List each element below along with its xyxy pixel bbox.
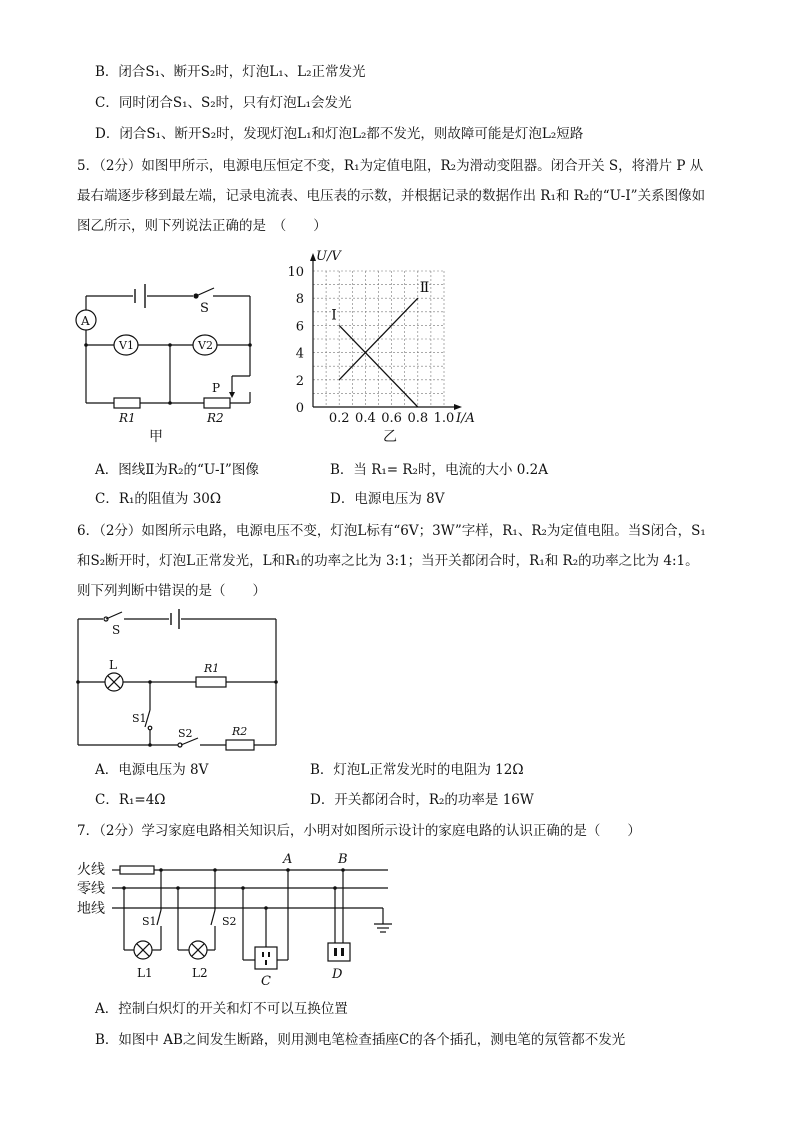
q6-option-d: D．开关都闭合时，R₂的功率是 16W bbox=[310, 792, 534, 808]
q7-s1-label: S1 bbox=[142, 915, 157, 928]
q5-stem-line1: 5．（2分）如图甲所示，电源电压恒定不变，R₁为定值电阻，R₂为滑动变阻器。闭合开关 S，将滑片 P 从 bbox=[77, 158, 704, 174]
point-a-label: A bbox=[283, 852, 293, 867]
q6-s2-label: S2 bbox=[178, 727, 193, 740]
live-wire-label: 火线 bbox=[77, 862, 105, 878]
q5-stem-line3: 图乙所示，则下列说法正确的是 （ ） bbox=[77, 218, 327, 234]
ammeter-label: A bbox=[81, 314, 90, 328]
neutral-wire-label: 零线 bbox=[77, 881, 105, 897]
socket-d-label: D bbox=[332, 967, 343, 982]
q7-option-b: B．如图中 AB之间发生断路，则用测电笔检查插座C的各个插孔，测电笔的氖管都不发光 bbox=[95, 1032, 626, 1048]
q5-option-a: A．图线Ⅱ为R₂的“U-I”图像 bbox=[95, 462, 259, 478]
x-tick-label: 0.8 bbox=[407, 411, 429, 426]
y-tick-label: 6 bbox=[295, 319, 304, 335]
socket-c-label: C bbox=[261, 974, 271, 989]
l2-label: L2 bbox=[192, 966, 208, 980]
l1-label: L1 bbox=[137, 966, 153, 980]
q6-option-c: C．R₁=4Ω bbox=[95, 792, 166, 808]
q5-option-d: D．电源电压为 8V bbox=[330, 491, 445, 507]
q5-stem-line2: 最右端逐步移到最左端，记录电流表、电压表的示数，并根据记录的数据作出 R₁和 R₂的“U-I”关系图像如 bbox=[77, 188, 706, 204]
q4-option-b: B．闭合S₁、断开S₂时，灯泡L₁、L₂正常发光 bbox=[95, 64, 366, 80]
voltmeter1-label: V1 bbox=[119, 339, 134, 352]
q4-option-d: D．闭合S₁、断开S₂时，发现灯泡L₁和灯泡L₂都不发光，则故障可能是灯泡L₂短路 bbox=[95, 126, 584, 142]
q6-r2-label: R2 bbox=[232, 725, 248, 738]
x-tick-label: 1.0 bbox=[433, 411, 455, 426]
q6-switch-s-label: S bbox=[112, 623, 121, 637]
diagram-caption-yi: 乙 bbox=[383, 429, 397, 445]
q7-s2-label: S2 bbox=[222, 915, 237, 928]
x-tick-label: 0.6 bbox=[381, 411, 402, 426]
y-tick-label: 4 bbox=[295, 346, 304, 362]
slider-p-label: P bbox=[212, 381, 221, 395]
diagram-caption-jia: 甲 bbox=[149, 429, 163, 445]
r2-label: R2 bbox=[207, 411, 224, 425]
x-tick-label: 0.2 bbox=[328, 411, 350, 426]
y-tick-label: 8 bbox=[295, 292, 304, 308]
point-b-label: B bbox=[338, 852, 348, 867]
y-tick-label: 0 bbox=[295, 401, 304, 416]
q6-r1-label: R1 bbox=[204, 662, 220, 675]
q5-option-b: B．当 R₁= R₂时，电流的大小 0.2A bbox=[330, 462, 548, 478]
r1-label: R1 bbox=[119, 411, 136, 425]
q6-option-a: A．电源电压为 8V bbox=[95, 762, 209, 778]
y-tick-label: 2 bbox=[295, 373, 304, 389]
q4-option-c: C．同时闭合S₁、S₂时，只有灯泡L₁会发光 bbox=[95, 95, 352, 111]
ground-wire-label: 地线 bbox=[77, 901, 105, 917]
lamp-l-label: L bbox=[109, 658, 117, 672]
x-axis-label: I/A bbox=[456, 411, 475, 426]
series-label-2: Ⅱ bbox=[419, 280, 430, 297]
q7-stem-line1: 7．（2分）学习家庭电路相关知识后，小明对如图所示设计的家庭电路的认识正确的是（ ） bbox=[77, 823, 641, 839]
y-tick-label: 10 bbox=[287, 265, 304, 280]
q6-s1-label: S1 bbox=[132, 712, 147, 725]
x-tick-label: 0.4 bbox=[355, 411, 376, 426]
y-axis-label: U/V bbox=[316, 249, 341, 264]
q5-option-c: C．R₁的阻值为 30Ω bbox=[95, 491, 222, 507]
q7-option-a: A．控制白炽灯的开关和灯不可以互换位置 bbox=[95, 1001, 348, 1017]
q6-option-b: B．灯泡L正常发光时的电阻为 12Ω bbox=[310, 762, 524, 778]
series-label-1: Ⅰ bbox=[331, 307, 337, 324]
q6-stem-line3: 则下列判断中错误的是（ ） bbox=[77, 583, 266, 599]
q6-stem-line2: 和S₂断开时，灯泡L正常发光，L和R₁的功率之比为 3:1；当开关都闭合时，R₁和 R₂的功率之比为 4:1。 bbox=[77, 553, 699, 569]
q6-stem-line1: 6．（2分）如图所示电路，电源电压不变，灯泡L标有“6V；3W”字样，R₁、R₂为定值电阻。当S闭合，S₁ bbox=[77, 523, 706, 539]
voltmeter2-label: V2 bbox=[198, 339, 213, 352]
switch-label: S bbox=[200, 301, 209, 316]
